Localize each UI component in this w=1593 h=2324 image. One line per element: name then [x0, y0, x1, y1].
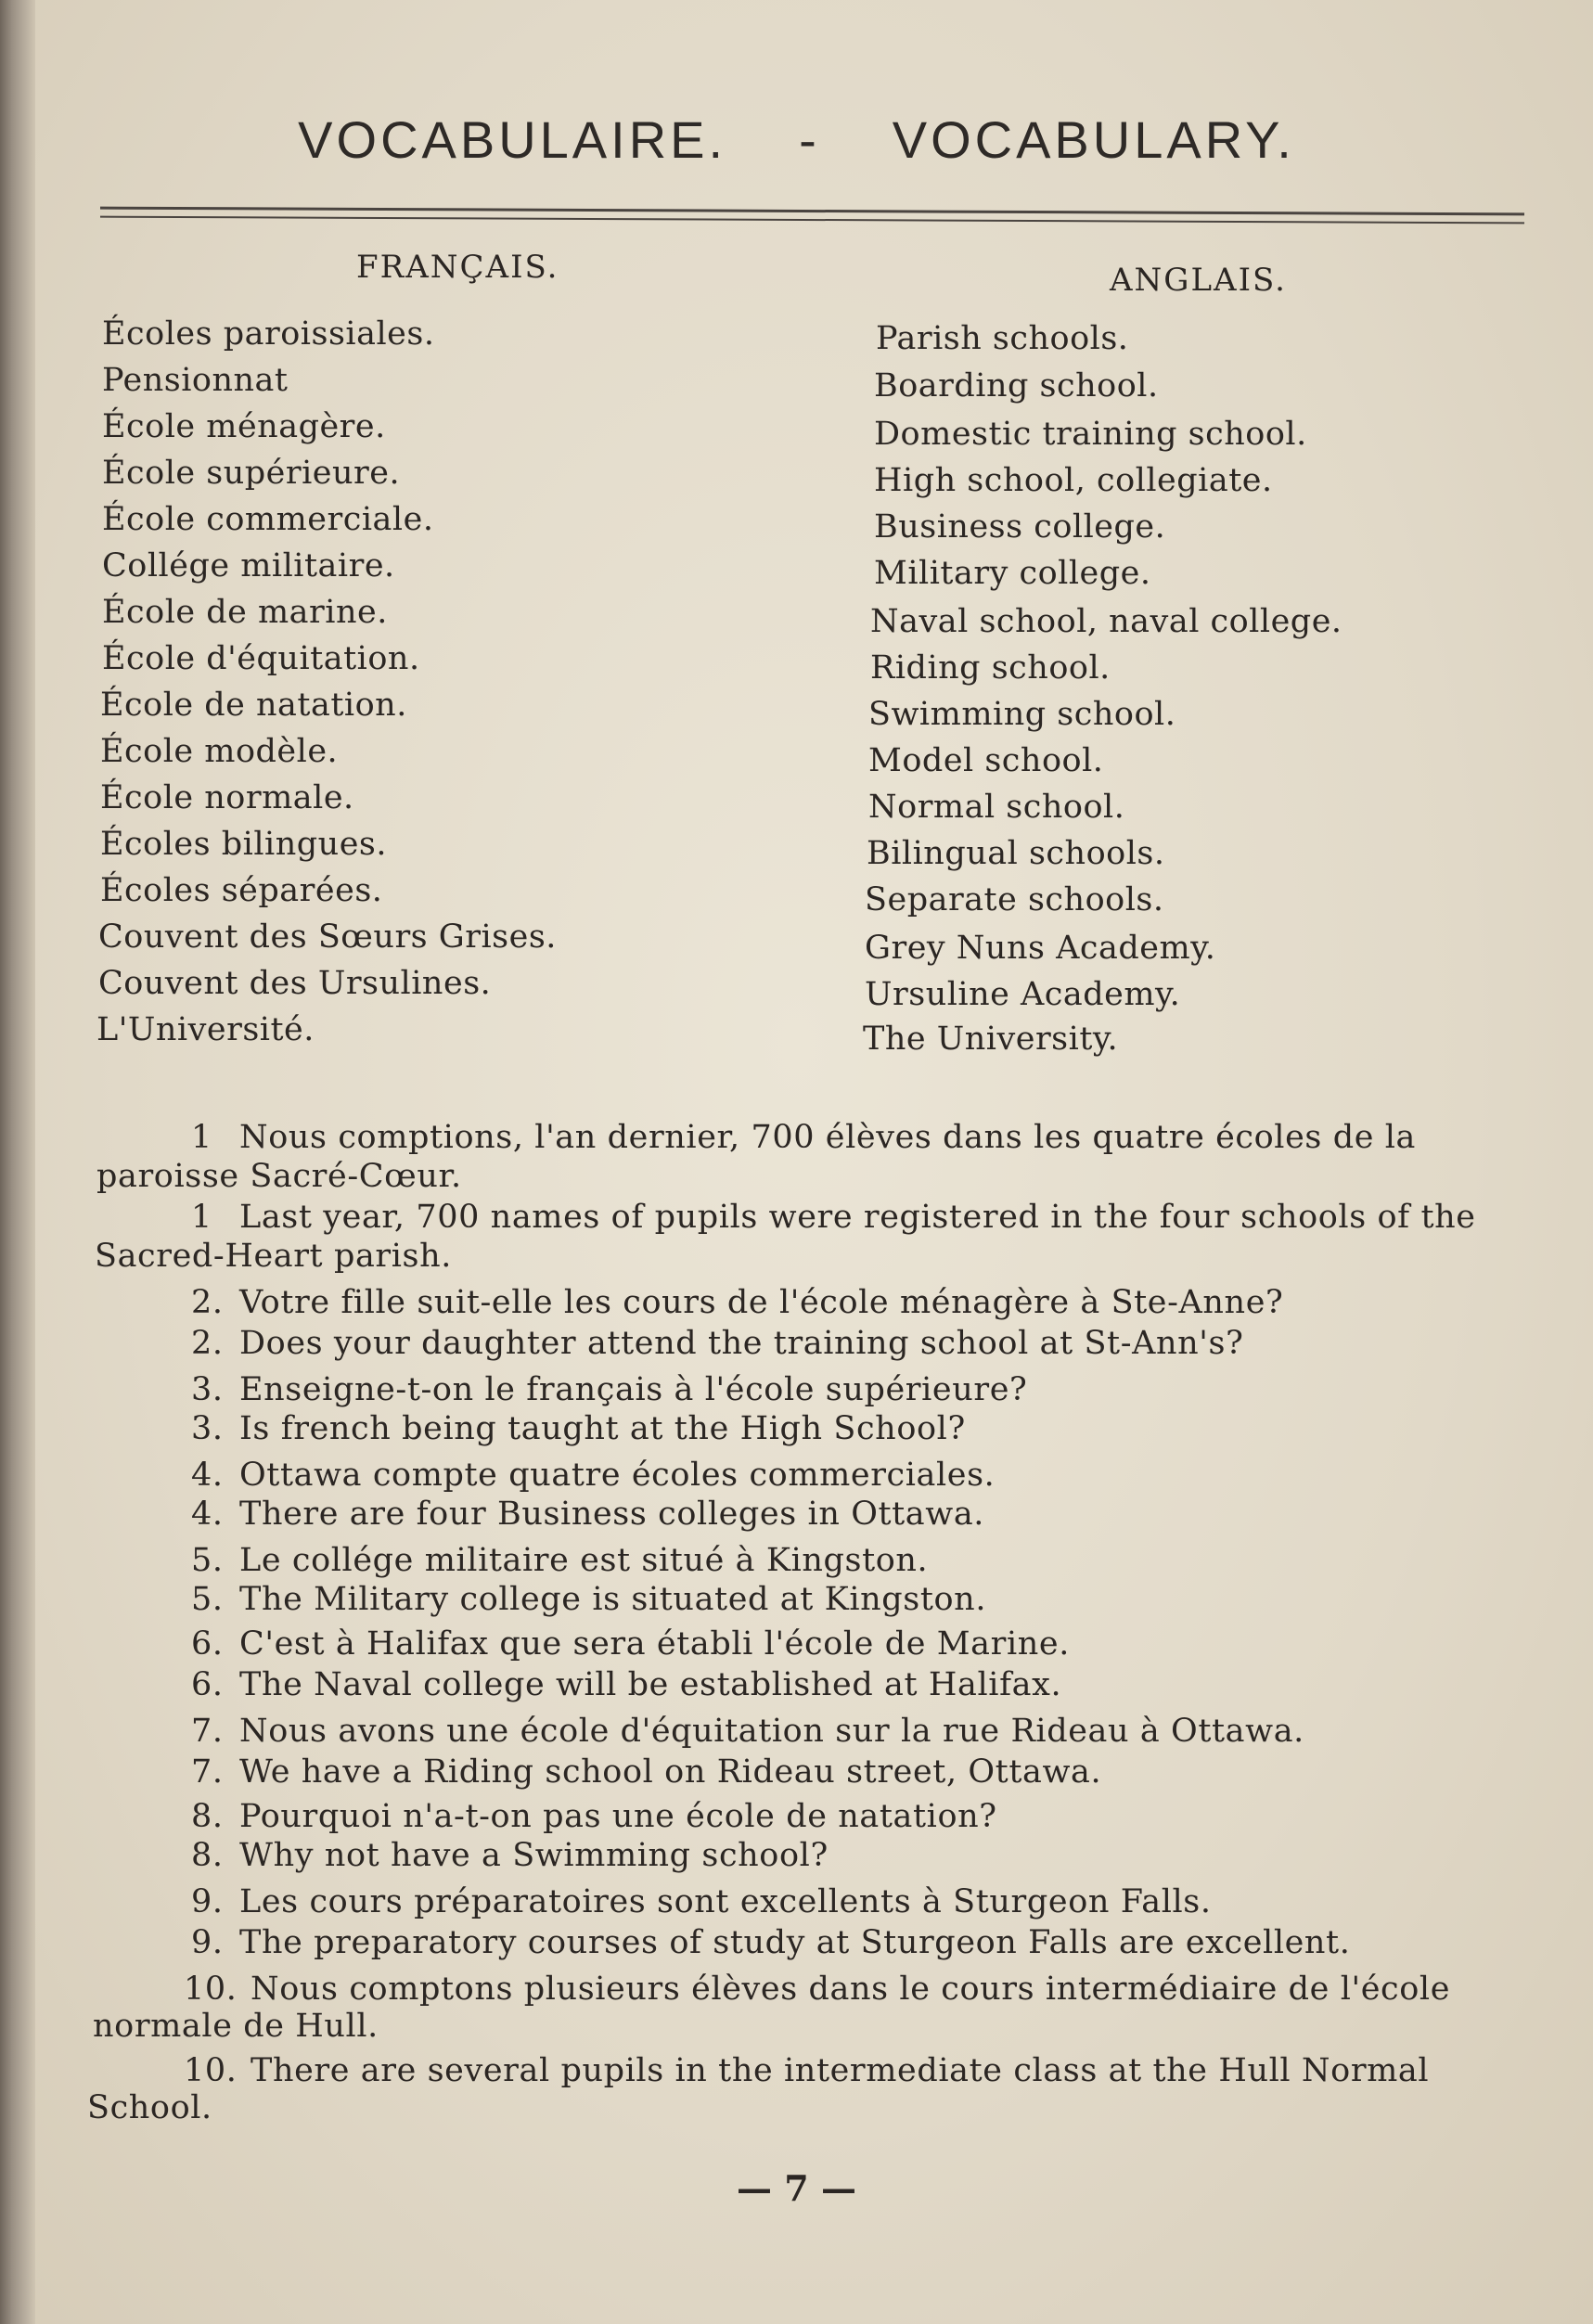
sentence-french-line: 5. Le collége militaire est situé à Kingston.: [191, 1542, 929, 1579]
vocab-french: École commerciale.: [102, 501, 434, 538]
vocab-english: Naval school, naval college.: [870, 603, 1342, 640]
sentence-number: 2.: [191, 1325, 224, 1362]
column-header-french: FRANÇAIS.: [356, 249, 559, 286]
title-english: VOCABULARY.: [892, 110, 1295, 169]
vocab-french: École de marine.: [102, 594, 388, 631]
vocab-french: École modèle.: [100, 733, 339, 770]
vocab-english: Grey Nuns Academy.: [865, 930, 1216, 967]
sentence-number: 5.: [191, 1581, 224, 1618]
vocab-english: Model school.: [868, 742, 1104, 779]
vocab-english: The University.: [863, 1021, 1119, 1058]
sentence-number: 4.: [191, 1496, 224, 1533]
sentence-french-line: 9. Les cours préparatoires sont excellents à Sturgeon Falls.: [191, 1883, 1212, 1920]
vocab-english: Riding school.: [870, 649, 1111, 687]
vocab-english: Separate schools.: [865, 881, 1164, 918]
sentence-number: 8.: [191, 1837, 224, 1874]
sentence-number: 3.: [191, 1410, 224, 1447]
sentence-english-line: 10. There are several pupils in the intermediate class at the Hull Normal: [184, 2052, 1430, 2089]
vocab-french: École ménagère.: [102, 408, 386, 445]
vocab-english: Swimming school.: [868, 696, 1176, 733]
title-rule-bottom: [100, 216, 1524, 225]
vocab-english: Business college.: [874, 508, 1166, 546]
vocab-french: Écoles bilingues.: [100, 826, 387, 863]
sentence-english-line: 3. Is french being taught at the High School?: [191, 1410, 966, 1447]
sentence-number: 7.: [191, 1713, 224, 1750]
vocab-english: Boarding school.: [874, 367, 1159, 404]
title-rule-top: [100, 207, 1524, 216]
sentence-number: 8.: [191, 1798, 224, 1835]
sentence-number: 5.: [191, 1542, 224, 1579]
page-number: — 7 —: [737, 2167, 856, 2209]
sentence-french-line: 4. Ottawa compte quatre écoles commerciales.: [191, 1457, 996, 1494]
sentence-english-line: 8. Why not have a Swimming school?: [191, 1837, 829, 1874]
vocab-english: Bilingual schools.: [867, 835, 1165, 872]
vocab-french: École normale.: [100, 779, 354, 816]
sentence-french-line: 8. Pourquoi n'a-t-on pas une école de natation?: [191, 1798, 997, 1835]
vocab-french: École supérieure.: [102, 455, 401, 492]
column-header-english: ANGLAIS.: [1110, 262, 1287, 299]
sentence-number: 6.: [191, 1625, 224, 1663]
vocab-english: Parish schools.: [876, 320, 1129, 357]
sentence-french-line: 6. C'est à Halifax que sera établi l'école de Marine.: [191, 1625, 1070, 1663]
sentence-number: 9.: [191, 1924, 224, 1961]
vocab-french: Couvent des Ursulines.: [98, 965, 492, 1002]
sentence-english-line: 4. There are four Business colleges in Ottawa.: [191, 1496, 985, 1533]
sentence-number: 9.: [191, 1883, 224, 1920]
sentence-english-line: 2. Does your daughter attend the training school at St-Ann's?: [191, 1325, 1244, 1362]
vocab-french: L'Université.: [96, 1011, 315, 1048]
vocab-french: Couvent des Sœurs Grises.: [98, 918, 557, 956]
sentence-english-continuation: School.: [87, 2089, 212, 2126]
sentence-number: 1: [191, 1199, 212, 1236]
sentence-number: 1: [191, 1119, 212, 1156]
sentence-english-line: 1 Last year, 700 names of pupils were registered in the four schools of the: [191, 1199, 1476, 1236]
sentence-french-line: 10. Nous comptons plusieurs élèves dans le cours intermédiaire de l'école: [184, 1971, 1451, 2008]
sentence-french-line: 1 Nous comptions, l'an dernier, 700 élèves dans les quatre écoles de la: [191, 1119, 1417, 1156]
sentence-english-line: 6. The Naval college will be established at Halifax.: [191, 1666, 1062, 1703]
page-title: [0, 109, 1593, 170]
vocab-french: Écoles paroissiales.: [102, 315, 435, 353]
sentence-english-line: 5. The Military college is situated at Kingston.: [191, 1581, 987, 1618]
vocab-english: High school, collegiate.: [874, 462, 1273, 499]
vocab-french: Écoles séparées.: [100, 872, 383, 909]
vocab-french: École de natation.: [100, 687, 407, 724]
sentence-french-continuation: normale de Hull.: [93, 2008, 379, 2045]
vocab-english: Normal school.: [868, 789, 1125, 826]
vocab-english: Military college.: [874, 555, 1151, 592]
vocab-french: École d'équitation.: [102, 640, 420, 677]
title-separator: -: [799, 110, 820, 169]
sentence-number: 10.: [184, 1971, 238, 2008]
sentence-number: 10.: [184, 2052, 238, 2089]
vocab-french: Collége militaire.: [102, 547, 395, 584]
sentence-number: 6.: [191, 1666, 224, 1703]
vocab-english: Domestic training school.: [874, 416, 1307, 453]
sentence-number: 2.: [191, 1284, 224, 1321]
sentence-number: 4.: [191, 1457, 224, 1494]
sentence-french-line: 7. Nous avons une école d'équitation sur la rue Rideau à Ottawa.: [191, 1713, 1304, 1750]
sentence-french-continuation: paroisse Sacré-Cœur.: [96, 1158, 462, 1195]
sentence-french-line: 2. Votre fille suit-elle les cours de l'école ménagère à Ste-Anne?: [191, 1284, 1284, 1321]
sentence-number: 3.: [191, 1371, 224, 1408]
sentence-english-continuation: Sacred-Heart parish.: [95, 1238, 452, 1275]
vocab-english: Ursuline Academy.: [865, 976, 1181, 1013]
sentence-number: 7.: [191, 1753, 224, 1791]
sentence-french-line: 3. Enseigne-t-on le français à l'école supérieure?: [191, 1371, 1028, 1408]
book-spine-shadow: [0, 0, 35, 2324]
title-french: VOCABULAIRE.: [298, 110, 727, 169]
sentence-english-line: 9. The preparatory courses of study at Sturgeon Falls are excellent.: [191, 1924, 1351, 1961]
vocab-french: Pensionnat: [102, 362, 289, 399]
sentence-english-line: 7. We have a Riding school on Rideau street, Ottawa.: [191, 1753, 1102, 1791]
